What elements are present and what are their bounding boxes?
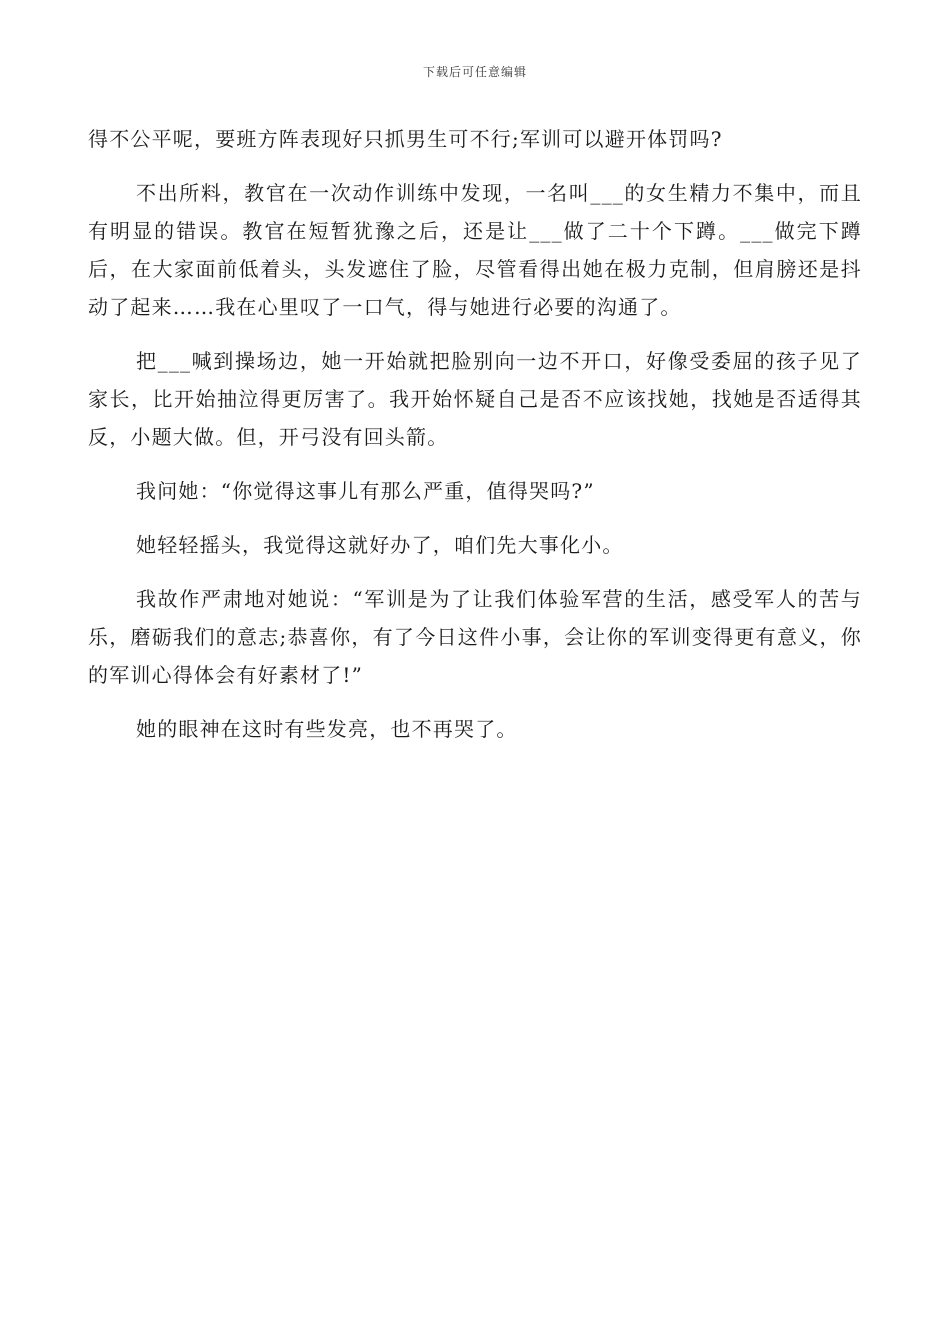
paragraph-7: 她的眼神在这时有些发亮，也不再哭了。 [136, 717, 518, 741]
paragraph-2: 不出所料，教官在一次动作训练中发现，一名叫___的女生精力不集中，而且有明显的错误。教官在短暂犹豫之后，还是让___做了二十个下蹲。___做完下蹲后，在大家面前低着头，头发遮住了脸，尽管看得出她在极力克制，但肩膀还是抖动了起来……我在心里叹了一口气，得与她进行必要的沟通了。 [88, 181, 862, 319]
document-body [88, 120, 862, 764]
paragraph-6: 我故作严肃地对她说：“军训是为了让我们体验军营的生活，感受军人的苦与乐，磨砺我们的意志;恭喜你，有了今日这件小事，会让你的军训变得更有意义，你的军训心得体会有好素材了!” [88, 587, 862, 687]
paragraph-5: 她轻轻摇头，我觉得这就好办了，咱们先大事化小。 [136, 533, 624, 557]
paragraph-4: 我问她：“你觉得这事儿有那么严重，值得哭吗?” [136, 479, 595, 503]
paragraph-1: 得不公平呢，要班方阵表现好只抓男生可不行;军训可以避开体罚吗? [88, 127, 723, 151]
paragraph-3: 把___喊到操场边，她一开始就把脸别向一边不开口，好像受委屈的孩子见了家长，比开始抽泣得更厉害了。我开始怀疑自己是否不应该找她，找她是否适得其反，小题大做。但，开弓没有回头箭。 [88, 349, 862, 449]
page-header: 下载后可任意编辑 [422, 65, 527, 79]
